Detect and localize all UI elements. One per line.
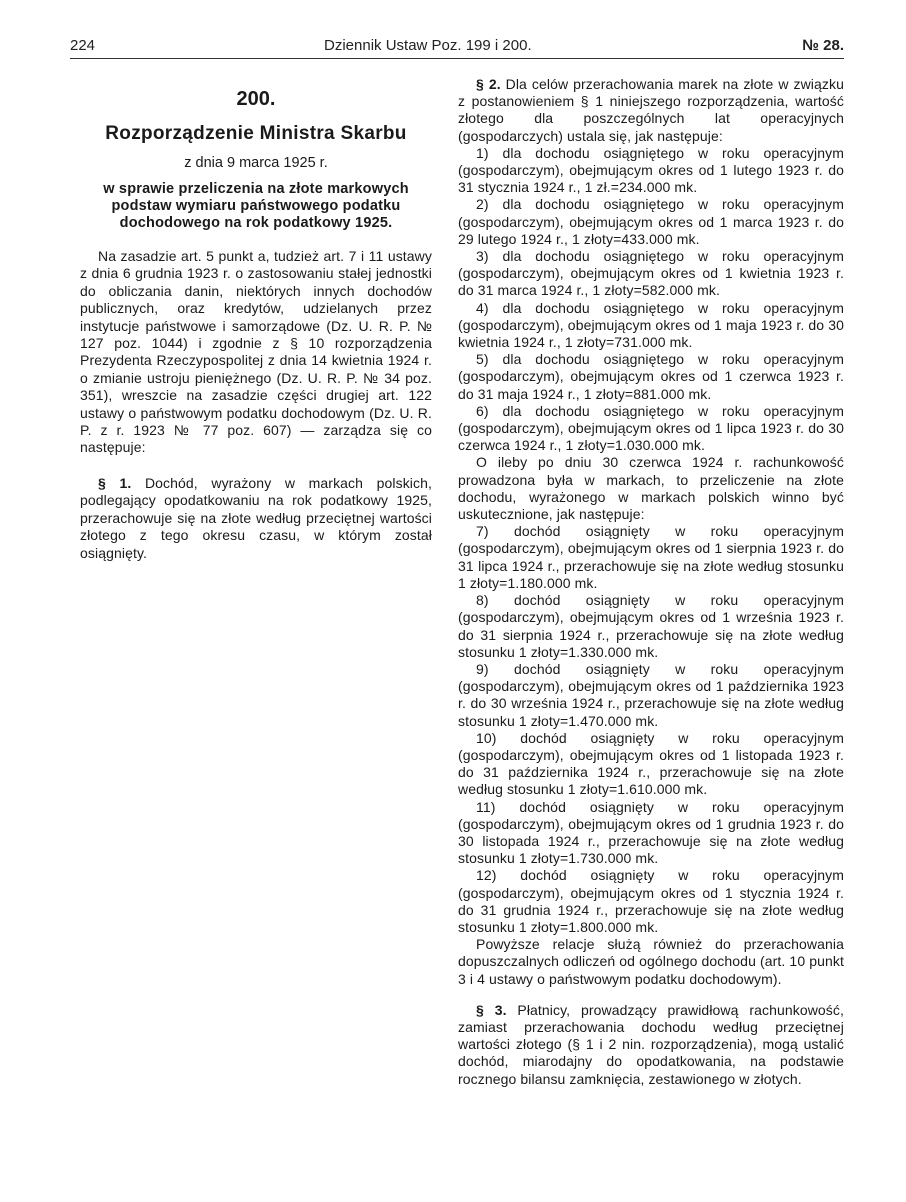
document-date: z dnia 9 marca 1925 r.: [184, 155, 328, 171]
rate-item-2: 2) dla dochodu osiągniętego w roku operacyjnym (gospodarczym), obejmującym okres od 1 marca 1923 r. do 29 lutego 1924 r., 1 złoty=433.000 mk.: [458, 196, 844, 247]
rate-item-1: 1) dla dochodu osiągniętego w roku operacyjnym (gospodarczym), obejmującym okres od 1 lutego 1923 r. do 31 stycznia 1924 r., 1 zł.=234.000 mk.: [458, 144, 844, 196]
rate-item-4: 4) dla dochodu osiągniętego w roku operacyjnym (gospodarczym), obejmującym okres od 1 maja 1923 r. do 30 kwietnia 1924 r., 1 złoty=731.000 mk.: [458, 299, 844, 351]
rate-item-6: 6) dla dochodu osiągniętego w roku operacyjnym (gospodarczym), obejmującym okres od 1 lipca 1923 r. do 30 czerwca 1924 r., 1 złoty=1.030.000 mk.: [458, 402, 844, 454]
right-column: [458, 76, 844, 1088]
section-2-mark: § 2.: [476, 76, 501, 92]
section-1-text: Dochód, wyrażony w markach polskich, podlegający opodatkowaniu na rok podatkowy 1925, przerachowuje się na złote według przeciętnej wartości złotego z tego okresu czasu, w którym został osiągnięty.: [80, 474, 432, 561]
section-3-paragraph: [458, 1002, 844, 1088]
rate-item-5: 5) dla dochodu osiągniętego w roku operacyjnym (gospodarczym), obejmującym okres od 1 czerwca 1923 r. do 31 maja 1924 r., 1 złoty=881.000 mk.: [458, 351, 844, 402]
page-number: 224: [70, 37, 96, 54]
section-1-paragraph: [80, 475, 432, 562]
rate-item-11: 11) dochód osiągnięty w roku operacyjnym (gospodarczym), obejmującym okres od 1 grudnia 1923 r. do 30 listopada 1924 r., przerachowuje się na złote według stosunku 1 złoty=1.730.000 mk.: [458, 798, 844, 867]
journal-title: Dziennik Ustaw Poz. 199 i 200.: [324, 37, 532, 54]
section-1-mark: § 1.: [98, 474, 132, 491]
deductions-paragraph: Powyższe relacje służą również do przerachowania dopuszczalnych odliczeń od ogólnego dochodu (art. 10 punkt 3 i 4 ustawy o państwowym podatku dochodowym).: [458, 936, 844, 987]
rate-item-3: 3) dla dochodu osiągniętego w roku operacyjnym (gospodarczym), obejmującym okres od 1 kwietnia 1923 r. do 31 marca 1924 r., 1 złoty=582.000 mk.: [458, 248, 844, 299]
document-subject: w sprawie przeliczenia na złote markowych podstaw wymiaru państwowego podatku dochodowego na rok podatkowy 1925.: [103, 181, 409, 231]
left-column: [80, 88, 432, 562]
section-3-mark: § 3.: [476, 1001, 507, 1018]
marks-accounting-paragraph: O ileby po dniu 30 czerwca 1924 r. rachunkowość prowadzona była w markach, to przeliczenie na złote dochodu, wyrażonego w markach polskich winno być uskutecznione, jak następuje:: [458, 454, 844, 523]
rate-item-10: 10) dochód osiągnięty w roku operacyjnym (gospodarczym), obejmującym okres od 1 listopada 1923 r. do 31 października 1924 r., przerachowuje się na złote według stosunku 1 złoty=1.610.000 mk.: [458, 729, 844, 798]
preamble-paragraph: Na zasadzie art. 5 punkt a, tudzież art. 7 i 11 ustawy z dnia 6 grudnia 1923 r. o zastosowaniu stałej jednostki do obliczania danin, niektórych innych dochodów publicznych, oraz kredytów, udzielanych przez instytucje państwowe i samorządowe (Dz. U. R. P. № 127 poz. 1044) i zgodnie z § 10 rozporządzenia Prezydenta Rzeczypospolitej z dnia 14 kwietnia 1924 r. o zmianie ustroju pieniężnego (Dz. U. R. P. № 34 poz. 351), wreszcie na zasadzie części drugiej art. 122 ustawy o państwowym podatku dochodowym (Dz. U. R. P. z r. 1923 № 77 poz. 607) — zarządza się co następuje:: [80, 248, 432, 456]
rate-item-7: 7) dochód osiągnięty w roku operacyjnym (gospodarczym), obejmującym okres od 1 sierpnia 1923 r. do 31 lipca 1924 r., przerachowuje się na złote według stosunku 1 złoty=1.180.000 mk.: [458, 523, 844, 591]
section-3-text: Płatnicy, prowadzący prawidłową rachunkowość, zamiast przerachowania dochodu według przeciętnej wartości złotego (§ 1 i 2 nin. rozporządzenia), mogą ustalić dochód, miarodajny do opodatkowania, na podstawie rocznego bilansu zamknięcia, zestawionego w złotych.: [458, 1001, 844, 1087]
document-title: Rozporządzenie Ministra Skarbu: [105, 123, 407, 144]
issue-number: № 28.: [802, 37, 844, 54]
rate-item-8: 8) dochód osiągnięty w roku operacyjnym (gospodarczym), obejmującym okres od 1 września 1923 r. do 31 sierpnia 1924 r., przerachowuje się na złote według stosunku 1 złoty=1.330.000 mk.: [458, 592, 844, 660]
rate-item-12: 12) dochód osiągnięty w roku operacyjnym (gospodarczym), obejmującym okres od 1 stycznia 1924 r. do 31 grudnia 1924 r., przerachowuje się na złote według stosunku 1 złoty=1.800.000 mk.: [458, 867, 844, 935]
section-2-paragraph: [458, 76, 844, 145]
header-rule: [70, 58, 844, 59]
document-number: 200.: [236, 88, 276, 110]
running-header: [70, 37, 844, 55]
section-2-intro: Dla celów przerachowania marek na złote w związku z postanowieniem § 1 niniejszego rozporządzenia, wartość złotego dla poszczególnych lat operacyjnych (gospodarczych) ustala się, jak następuje:: [458, 76, 844, 144]
rate-item-9: 9) dochód osiągnięty w roku operacyjnym (gospodarczym), obejmującym okres od 1 października 1923 r. do 30 września 1924 r., przerachowuje się na złote według stosunku 1 złoty=1.470.000 mk.: [458, 660, 844, 729]
